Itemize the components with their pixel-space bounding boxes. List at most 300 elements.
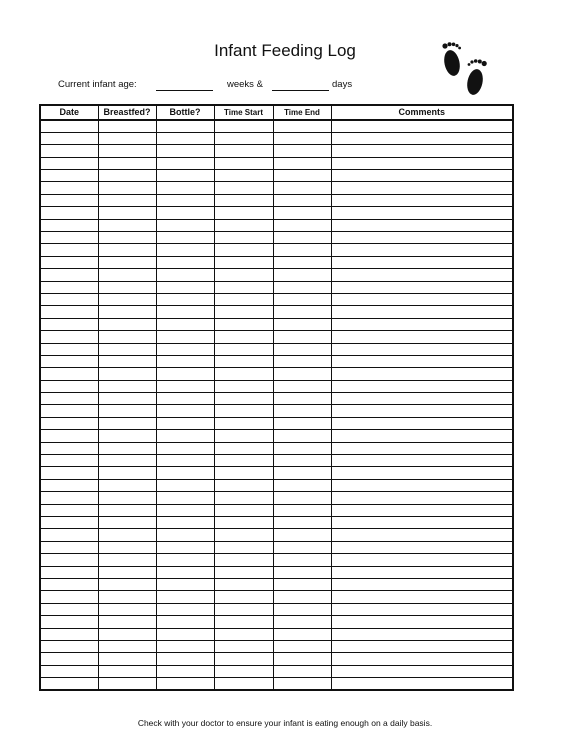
- baby-footprints-icon: [437, 40, 495, 100]
- bottle-cell[interactable]: [156, 120, 214, 132]
- date-cell[interactable]: [40, 640, 98, 652]
- time-start-cell[interactable]: [214, 194, 273, 206]
- bottle-cell[interactable]: [156, 529, 214, 541]
- comments-cell[interactable]: [331, 455, 513, 467]
- time-end-cell[interactable]: [273, 479, 331, 491]
- time-start-cell[interactable]: [214, 430, 273, 442]
- comments-cell[interactable]: [331, 219, 513, 231]
- comments-cell[interactable]: [331, 318, 513, 330]
- bottle-cell[interactable]: [156, 355, 214, 367]
- table-row: [40, 318, 513, 330]
- date-cell[interactable]: [40, 232, 98, 244]
- date-cell[interactable]: [40, 603, 98, 615]
- comments-cell[interactable]: [331, 256, 513, 268]
- time-start-cell[interactable]: [214, 628, 273, 640]
- time-end-cell[interactable]: [273, 665, 331, 677]
- time-start-cell[interactable]: [214, 132, 273, 144]
- bottle-cell[interactable]: [156, 517, 214, 529]
- bottle-cell[interactable]: [156, 640, 214, 652]
- breastfed-cell[interactable]: [98, 244, 156, 256]
- time-start-cell[interactable]: [214, 405, 273, 417]
- date-cell[interactable]: [40, 331, 98, 343]
- time-start-cell[interactable]: [214, 442, 273, 454]
- comments-cell[interactable]: [331, 368, 513, 380]
- bottle-cell[interactable]: [156, 232, 214, 244]
- comments-cell[interactable]: [331, 343, 513, 355]
- breastfed-cell[interactable]: [98, 157, 156, 169]
- bottle-cell[interactable]: [156, 578, 214, 590]
- bottle-cell[interactable]: [156, 678, 214, 690]
- breastfed-cell[interactable]: [98, 318, 156, 330]
- time-end-cell[interactable]: [273, 182, 331, 194]
- date-cell[interactable]: [40, 554, 98, 566]
- comments-cell[interactable]: [331, 529, 513, 541]
- breastfed-cell[interactable]: [98, 232, 156, 244]
- bottle-cell[interactable]: [156, 504, 214, 516]
- date-cell[interactable]: [40, 479, 98, 491]
- date-cell[interactable]: [40, 368, 98, 380]
- breastfed-cell[interactable]: [98, 603, 156, 615]
- table-row: [40, 492, 513, 504]
- time-end-cell[interactable]: [273, 517, 331, 529]
- time-start-cell[interactable]: [214, 492, 273, 504]
- time-start-cell[interactable]: [214, 591, 273, 603]
- table-row: [40, 182, 513, 194]
- time-start-cell[interactable]: [214, 293, 273, 305]
- time-end-cell[interactable]: [273, 616, 331, 628]
- column-header-bottle: Bottle?: [156, 105, 214, 120]
- breastfed-cell[interactable]: [98, 393, 156, 405]
- comments-cell[interactable]: [331, 145, 513, 157]
- comments-cell[interactable]: [331, 578, 513, 590]
- comments-cell[interactable]: [331, 479, 513, 491]
- bottle-cell[interactable]: [156, 442, 214, 454]
- breastfed-cell[interactable]: [98, 145, 156, 157]
- bottle-cell[interactable]: [156, 628, 214, 640]
- breastfed-cell[interactable]: [98, 504, 156, 516]
- time-end-cell[interactable]: [273, 293, 331, 305]
- comments-cell[interactable]: [331, 194, 513, 206]
- comments-cell[interactable]: [331, 293, 513, 305]
- date-cell[interactable]: [40, 393, 98, 405]
- breastfed-cell[interactable]: [98, 132, 156, 144]
- bottle-cell[interactable]: [156, 554, 214, 566]
- bottle-cell[interactable]: [156, 170, 214, 182]
- comments-cell[interactable]: [331, 467, 513, 479]
- breastfed-cell[interactable]: [98, 170, 156, 182]
- comments-cell[interactable]: [331, 355, 513, 367]
- comments-cell[interactable]: [331, 678, 513, 690]
- column-header-comments: Comments: [331, 105, 513, 120]
- table-row: [40, 628, 513, 640]
- comments-cell[interactable]: [331, 120, 513, 132]
- time-start-cell[interactable]: [214, 578, 273, 590]
- comments-cell[interactable]: [331, 157, 513, 169]
- breastfed-cell[interactable]: [98, 281, 156, 293]
- comments-cell[interactable]: [331, 331, 513, 343]
- table-row: [40, 455, 513, 467]
- breastfed-cell[interactable]: [98, 331, 156, 343]
- breastfed-cell[interactable]: [98, 492, 156, 504]
- comments-cell[interactable]: [331, 232, 513, 244]
- comments-cell[interactable]: [331, 306, 513, 318]
- time-end-cell[interactable]: [273, 653, 331, 665]
- time-start-cell[interactable]: [214, 517, 273, 529]
- date-cell[interactable]: [40, 343, 98, 355]
- time-end-cell[interactable]: [273, 331, 331, 343]
- bottle-cell[interactable]: [156, 492, 214, 504]
- time-start-cell[interactable]: [214, 554, 273, 566]
- date-cell[interactable]: [40, 306, 98, 318]
- breastfed-cell[interactable]: [98, 293, 156, 305]
- time-start-cell[interactable]: [214, 306, 273, 318]
- time-start-cell[interactable]: [214, 157, 273, 169]
- date-cell[interactable]: [40, 120, 98, 132]
- time-start-cell[interactable]: [214, 380, 273, 392]
- time-start-cell[interactable]: [214, 467, 273, 479]
- time-end-cell[interactable]: [273, 430, 331, 442]
- time-start-cell[interactable]: [214, 207, 273, 219]
- time-start-cell[interactable]: [214, 665, 273, 677]
- date-cell[interactable]: [40, 293, 98, 305]
- date-cell[interactable]: [40, 182, 98, 194]
- breastfed-cell[interactable]: [98, 479, 156, 491]
- time-end-cell[interactable]: [273, 145, 331, 157]
- breastfed-cell[interactable]: [98, 628, 156, 640]
- days-label: days: [332, 79, 353, 90]
- date-cell[interactable]: [40, 578, 98, 590]
- time-end-cell[interactable]: [273, 281, 331, 293]
- time-end-cell[interactable]: [273, 132, 331, 144]
- time-end-cell[interactable]: [273, 194, 331, 206]
- time-end-cell[interactable]: [273, 603, 331, 615]
- bottle-cell[interactable]: [156, 653, 214, 665]
- time-start-cell[interactable]: [214, 269, 273, 281]
- time-end-cell[interactable]: [273, 380, 331, 392]
- comments-cell[interactable]: [331, 281, 513, 293]
- date-cell[interactable]: [40, 207, 98, 219]
- bottle-cell[interactable]: [156, 244, 214, 256]
- time-start-cell[interactable]: [214, 603, 273, 615]
- breastfed-cell[interactable]: [98, 653, 156, 665]
- bottle-cell[interactable]: [156, 603, 214, 615]
- table-row: [40, 467, 513, 479]
- date-cell[interactable]: [40, 145, 98, 157]
- time-start-cell[interactable]: [214, 504, 273, 516]
- comments-cell[interactable]: [331, 653, 513, 665]
- date-cell[interactable]: [40, 591, 98, 603]
- time-end-cell[interactable]: [273, 318, 331, 330]
- time-end-cell[interactable]: [273, 442, 331, 454]
- date-cell[interactable]: [40, 492, 98, 504]
- bottle-cell[interactable]: [156, 331, 214, 343]
- bottle-cell[interactable]: [156, 157, 214, 169]
- time-start-cell[interactable]: [214, 566, 273, 578]
- comments-cell[interactable]: [331, 665, 513, 677]
- time-start-cell[interactable]: [214, 331, 273, 343]
- time-end-cell[interactable]: [273, 269, 331, 281]
- comments-cell[interactable]: [331, 603, 513, 615]
- time-end-cell[interactable]: [273, 455, 331, 467]
- time-start-cell[interactable]: [214, 393, 273, 405]
- time-start-cell[interactable]: [214, 653, 273, 665]
- time-start-cell[interactable]: [214, 368, 273, 380]
- breastfed-cell[interactable]: [98, 380, 156, 392]
- bottle-cell[interactable]: [156, 318, 214, 330]
- comments-cell[interactable]: [331, 417, 513, 429]
- breastfed-cell[interactable]: [98, 442, 156, 454]
- bottle-cell[interactable]: [156, 207, 214, 219]
- days-blank-field[interactable]: [272, 90, 329, 91]
- bottle-cell[interactable]: [156, 132, 214, 144]
- breastfed-cell[interactable]: [98, 182, 156, 194]
- time-start-cell[interactable]: [214, 640, 273, 652]
- time-start-cell[interactable]: [214, 318, 273, 330]
- time-start-cell[interactable]: [214, 343, 273, 355]
- time-end-cell[interactable]: [273, 120, 331, 132]
- date-cell[interactable]: [40, 541, 98, 553]
- time-end-cell[interactable]: [273, 232, 331, 244]
- breastfed-cell[interactable]: [98, 269, 156, 281]
- time-end-cell[interactable]: [273, 554, 331, 566]
- time-end-cell[interactable]: [273, 244, 331, 256]
- comments-cell[interactable]: [331, 628, 513, 640]
- date-cell[interactable]: [40, 628, 98, 640]
- time-end-cell[interactable]: [273, 405, 331, 417]
- breastfed-cell[interactable]: [98, 120, 156, 132]
- time-end-cell[interactable]: [273, 529, 331, 541]
- breastfed-cell[interactable]: [98, 455, 156, 467]
- comments-cell[interactable]: [331, 405, 513, 417]
- time-start-cell[interactable]: [214, 256, 273, 268]
- table-row: [40, 504, 513, 516]
- table-row: [40, 529, 513, 541]
- time-end-cell[interactable]: [273, 170, 331, 182]
- breastfed-cell[interactable]: [98, 405, 156, 417]
- date-cell[interactable]: [40, 380, 98, 392]
- breastfed-cell[interactable]: [98, 554, 156, 566]
- comments-cell[interactable]: [331, 640, 513, 652]
- date-cell[interactable]: [40, 244, 98, 256]
- time-end-cell[interactable]: [273, 306, 331, 318]
- table-row: [40, 306, 513, 318]
- time-start-cell[interactable]: [214, 455, 273, 467]
- comments-cell[interactable]: [331, 207, 513, 219]
- breastfed-cell[interactable]: [98, 529, 156, 541]
- comments-cell[interactable]: [331, 170, 513, 182]
- time-start-cell[interactable]: [214, 616, 273, 628]
- time-end-cell[interactable]: [273, 678, 331, 690]
- bottle-cell[interactable]: [156, 219, 214, 231]
- date-cell[interactable]: [40, 678, 98, 690]
- date-cell[interactable]: [40, 355, 98, 367]
- time-end-cell[interactable]: [273, 157, 331, 169]
- time-end-cell[interactable]: [273, 591, 331, 603]
- time-start-cell[interactable]: [214, 281, 273, 293]
- column-header-breastfed: Breastfed?: [98, 105, 156, 120]
- breastfed-cell[interactable]: [98, 566, 156, 578]
- bottle-cell[interactable]: [156, 665, 214, 677]
- bottle-cell[interactable]: [156, 145, 214, 157]
- date-cell[interactable]: [40, 504, 98, 516]
- time-end-cell[interactable]: [273, 578, 331, 590]
- time-start-cell[interactable]: [214, 678, 273, 690]
- breastfed-cell[interactable]: [98, 219, 156, 231]
- comments-cell[interactable]: [331, 504, 513, 516]
- bottle-cell[interactable]: [156, 479, 214, 491]
- bottle-cell[interactable]: [156, 380, 214, 392]
- comments-cell[interactable]: [331, 380, 513, 392]
- time-start-cell[interactable]: [214, 219, 273, 231]
- comments-cell[interactable]: [331, 517, 513, 529]
- breastfed-cell[interactable]: [98, 541, 156, 553]
- date-cell[interactable]: [40, 170, 98, 182]
- comments-cell[interactable]: [331, 554, 513, 566]
- comments-cell[interactable]: [331, 566, 513, 578]
- date-cell[interactable]: [40, 616, 98, 628]
- breastfed-cell[interactable]: [98, 355, 156, 367]
- time-start-cell[interactable]: [214, 529, 273, 541]
- time-end-cell[interactable]: [273, 504, 331, 516]
- time-start-cell[interactable]: [214, 355, 273, 367]
- table-row: [40, 603, 513, 615]
- breastfed-cell[interactable]: [98, 678, 156, 690]
- date-cell[interactable]: [40, 653, 98, 665]
- breastfed-cell[interactable]: [98, 256, 156, 268]
- table-row: [40, 554, 513, 566]
- bottle-cell[interactable]: [156, 417, 214, 429]
- breastfed-cell[interactable]: [98, 430, 156, 442]
- bottle-cell[interactable]: [156, 566, 214, 578]
- date-cell[interactable]: [40, 442, 98, 454]
- comments-cell[interactable]: [331, 492, 513, 504]
- date-cell[interactable]: [40, 318, 98, 330]
- bottle-cell[interactable]: [156, 293, 214, 305]
- breastfed-cell[interactable]: [98, 207, 156, 219]
- comments-cell[interactable]: [331, 442, 513, 454]
- date-cell[interactable]: [40, 194, 98, 206]
- comments-cell[interactable]: [331, 269, 513, 281]
- time-start-cell[interactable]: [214, 417, 273, 429]
- time-start-cell[interactable]: [214, 120, 273, 132]
- time-start-cell[interactable]: [214, 541, 273, 553]
- breastfed-cell[interactable]: [98, 591, 156, 603]
- bottle-cell[interactable]: [156, 405, 214, 417]
- comments-cell[interactable]: [331, 393, 513, 405]
- bottle-cell[interactable]: [156, 591, 214, 603]
- time-start-cell[interactable]: [214, 145, 273, 157]
- time-start-cell[interactable]: [214, 182, 273, 194]
- comments-cell[interactable]: [331, 591, 513, 603]
- bottle-cell[interactable]: [156, 194, 214, 206]
- date-cell[interactable]: [40, 665, 98, 677]
- date-cell[interactable]: [40, 455, 98, 467]
- bottle-cell[interactable]: [156, 393, 214, 405]
- bottle-cell[interactable]: [156, 269, 214, 281]
- table-row: [40, 145, 513, 157]
- time-start-cell[interactable]: [214, 244, 273, 256]
- breastfed-cell[interactable]: [98, 517, 156, 529]
- breastfed-cell[interactable]: [98, 578, 156, 590]
- comments-cell[interactable]: [331, 244, 513, 256]
- bottle-cell[interactable]: [156, 467, 214, 479]
- table-row: [40, 578, 513, 590]
- comments-cell[interactable]: [331, 616, 513, 628]
- column-header-time-start: Time Start: [214, 105, 273, 120]
- comments-cell[interactable]: [331, 430, 513, 442]
- time-end-cell[interactable]: [273, 343, 331, 355]
- date-cell[interactable]: [40, 517, 98, 529]
- breastfed-cell[interactable]: [98, 616, 156, 628]
- date-cell[interactable]: [40, 132, 98, 144]
- bottle-cell[interactable]: [156, 281, 214, 293]
- time-end-cell[interactable]: [273, 492, 331, 504]
- comments-cell[interactable]: [331, 182, 513, 194]
- time-end-cell[interactable]: [273, 207, 331, 219]
- time-end-cell[interactable]: [273, 628, 331, 640]
- breastfed-cell[interactable]: [98, 368, 156, 380]
- date-cell[interactable]: [40, 430, 98, 442]
- bottle-cell[interactable]: [156, 616, 214, 628]
- table-row: [40, 194, 513, 206]
- bottle-cell[interactable]: [156, 368, 214, 380]
- time-end-cell[interactable]: [273, 256, 331, 268]
- comments-cell[interactable]: [331, 132, 513, 144]
- bottle-cell[interactable]: [156, 430, 214, 442]
- bottle-cell[interactable]: [156, 455, 214, 467]
- time-end-cell[interactable]: [273, 467, 331, 479]
- date-cell[interactable]: [40, 157, 98, 169]
- time-end-cell[interactable]: [273, 417, 331, 429]
- time-end-cell[interactable]: [273, 640, 331, 652]
- time-end-cell[interactable]: [273, 368, 331, 380]
- date-cell[interactable]: [40, 281, 98, 293]
- breastfed-cell[interactable]: [98, 665, 156, 677]
- time-end-cell[interactable]: [273, 541, 331, 553]
- bottle-cell[interactable]: [156, 182, 214, 194]
- breastfed-cell[interactable]: [98, 640, 156, 652]
- time-start-cell[interactable]: [214, 232, 273, 244]
- bottle-cell[interactable]: [156, 306, 214, 318]
- breastfed-cell[interactable]: [98, 467, 156, 479]
- table-row: [40, 678, 513, 690]
- breastfed-cell[interactable]: [98, 194, 156, 206]
- time-end-cell[interactable]: [273, 566, 331, 578]
- breastfed-cell[interactable]: [98, 343, 156, 355]
- time-end-cell[interactable]: [273, 355, 331, 367]
- date-cell[interactable]: [40, 467, 98, 479]
- time-start-cell[interactable]: [214, 170, 273, 182]
- bottle-cell[interactable]: [156, 343, 214, 355]
- breastfed-cell[interactable]: [98, 306, 156, 318]
- time-end-cell[interactable]: [273, 393, 331, 405]
- weeks-blank-field[interactable]: [156, 90, 213, 91]
- bottle-cell[interactable]: [156, 256, 214, 268]
- date-cell[interactable]: [40, 405, 98, 417]
- date-cell[interactable]: [40, 256, 98, 268]
- date-cell[interactable]: [40, 219, 98, 231]
- date-cell[interactable]: [40, 269, 98, 281]
- time-start-cell[interactable]: [214, 479, 273, 491]
- date-cell[interactable]: [40, 417, 98, 429]
- date-cell[interactable]: [40, 529, 98, 541]
- bottle-cell[interactable]: [156, 541, 214, 553]
- table-row: [40, 616, 513, 628]
- breastfed-cell[interactable]: [98, 417, 156, 429]
- time-end-cell[interactable]: [273, 219, 331, 231]
- comments-cell[interactable]: [331, 541, 513, 553]
- date-cell[interactable]: [40, 566, 98, 578]
